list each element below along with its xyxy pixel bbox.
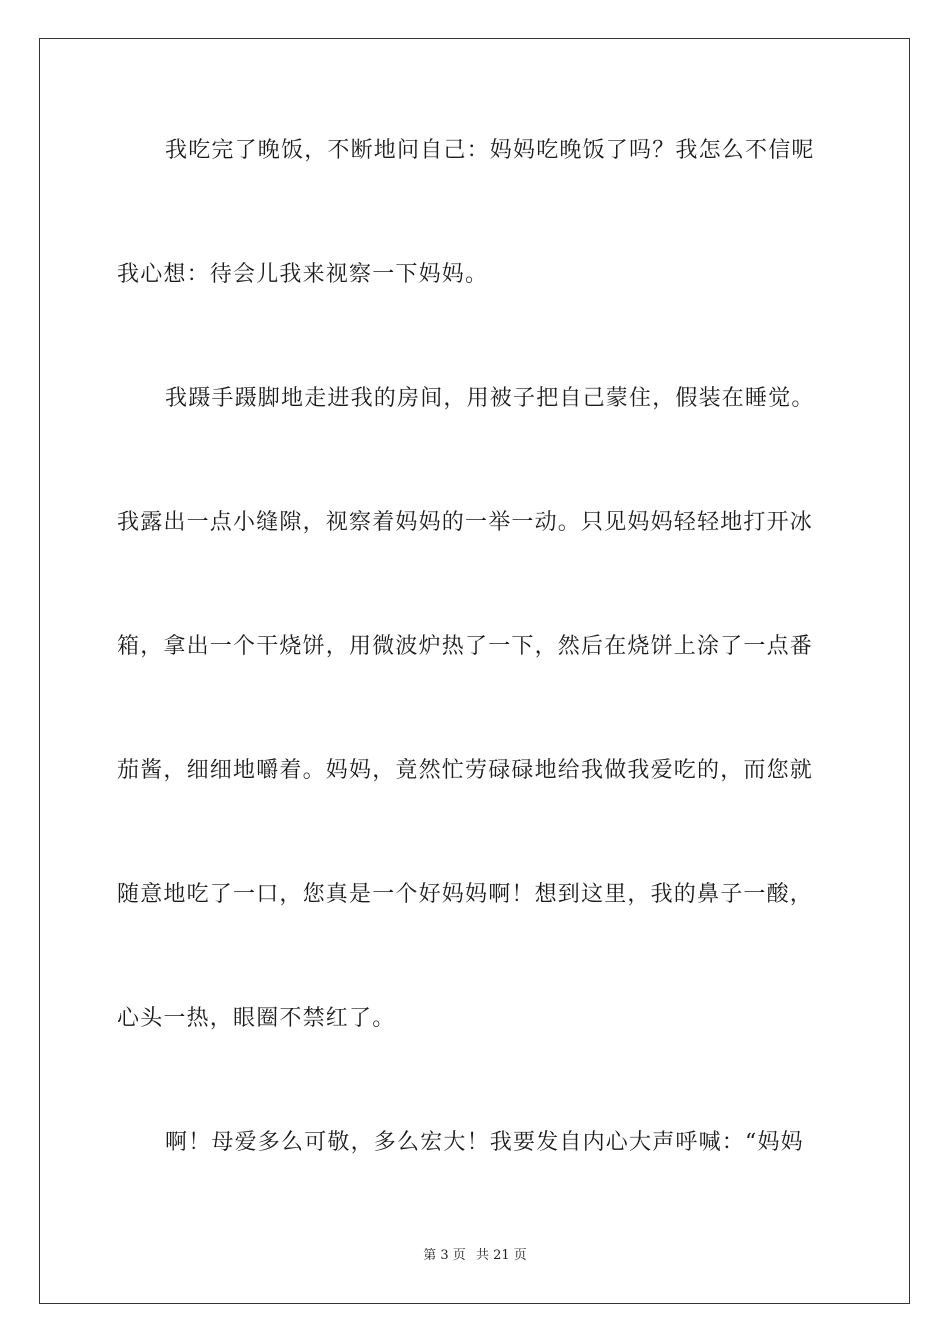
paragraph-line: 茄酱，细细地嚼着。妈妈，竟然忙劳碌碌地给我做我爱吃的，而您就: [117, 758, 814, 783]
paragraph-line: 我露出一点小缝隙，视察着妈妈的一举一动。只见妈妈轻轻地打开冰: [117, 510, 814, 535]
paragraph-line: 我吃完了晚饭，不断地问自己：妈妈吃晚饭了吗？我怎么不信呢: [165, 138, 815, 163]
page-number: 第 3 页: [423, 1248, 466, 1263]
paragraph-line: 啊！母爱多么可敬，多么宏大！我要发自内心大声呼喊：“妈妈: [165, 1130, 804, 1155]
page-footer: [0, 1247, 950, 1265]
paragraph-line: 箱，拿出一个干烧饼，用微波炉热了一下，然后在烧饼上涂了一点番: [117, 634, 814, 659]
page-border: [39, 38, 910, 1304]
paragraph-line: 我蹑手蹑脚地走进我的房间，用被子把自己蒙住，假装在睡觉。: [165, 386, 815, 411]
page-total: 共 21 页: [475, 1248, 527, 1263]
paragraph-line: 我心想：待会儿我来视察一下妈妈。: [117, 262, 489, 287]
paragraph-line: 心头一热，眼圈不禁红了。: [117, 1006, 396, 1031]
paragraph-line: 随意地吃了一口，您真是一个好妈妈啊！想到这里，我的鼻子一酸，: [117, 882, 814, 907]
